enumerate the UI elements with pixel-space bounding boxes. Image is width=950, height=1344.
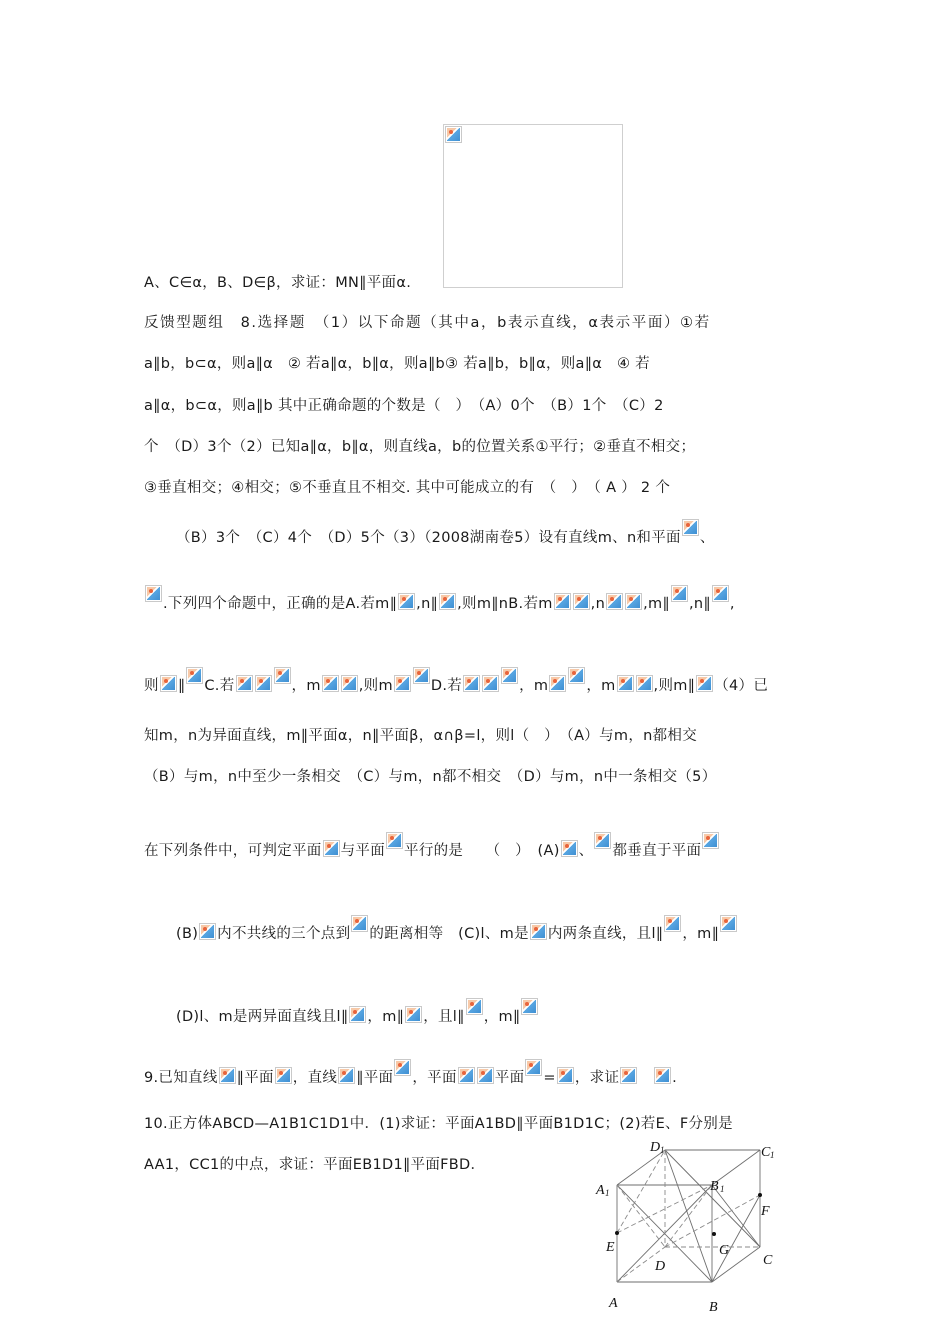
broken-image-icon	[394, 1059, 411, 1076]
broken-image-icon	[463, 675, 480, 692]
broken-image-icon	[620, 1067, 637, 1084]
svg-text:C: C	[761, 1145, 771, 1160]
broken-image-icon	[606, 593, 623, 610]
svg-text:1: 1	[605, 1188, 610, 1198]
broken-image-icon	[341, 675, 358, 692]
broken-image-icon	[549, 675, 566, 692]
svg-text:D: D	[650, 1140, 661, 1155]
broken-image-icon	[349, 1006, 366, 1023]
text-line: AA1，CC1的中点，求证：平面EB1D1∥平面FBD．	[144, 1157, 486, 1173]
broken-image-icon	[445, 126, 462, 143]
broken-image-icon	[594, 832, 611, 849]
broken-image-icon	[682, 519, 699, 536]
broken-image-icon	[398, 593, 415, 610]
cube-figure	[590, 1132, 790, 1324]
text-line: a∥b，b⊂α，则a∥α ② 若a∥α，b∥α，则a∥b③ 若a∥b，b∥α，则a∥α ④ 若	[144, 356, 650, 372]
text-line: （B）与m，n中至少一条相交 （C）与m，n都不相交 （D）与m，n中一条相交（5）	[144, 769, 717, 785]
broken-image-icon	[439, 593, 456, 610]
svg-text:1: 1	[660, 1145, 665, 1155]
text-line: (D)l、m是两异面直线且l∥ ，m∥ ，且l∥ ，m∥	[176, 998, 539, 1027]
broken-image-icon	[561, 840, 578, 857]
broken-image-icon	[501, 667, 518, 684]
svg-text:F: F	[761, 1204, 770, 1219]
text-line: ③垂直相交；④相交；⑤不垂直且不相交. 其中可能成立的有 （ ） （ A ） 2 个	[144, 480, 671, 496]
broken-image-icon	[274, 667, 291, 684]
broken-image-icon	[199, 923, 216, 940]
text-line: 反馈型题组 8.选择题 （1）以下命题（其中a，b表示直线，α表示平面）①若	[144, 315, 711, 331]
broken-image-icon	[482, 675, 499, 692]
broken-image-icon	[351, 915, 368, 932]
broken-image-icon	[712, 585, 729, 602]
broken-image-icon	[625, 593, 642, 610]
broken-image-icon	[219, 1067, 236, 1084]
broken-image-icon	[458, 1067, 475, 1084]
broken-image-icon	[554, 593, 571, 610]
svg-text:D: D	[655, 1259, 666, 1274]
svg-text:A: A	[609, 1296, 618, 1311]
broken-image-icon	[322, 675, 339, 692]
text-line: 在下列条件中，可判定平面 与平面 平行的是 （ ） (A) 、 都垂直于平面	[144, 832, 720, 861]
text-line: （B）3个 （C）4个 （D）5个（3）（2008湖南卷5）设有直线m、n和平面 、	[176, 519, 715, 548]
broken-image-icon	[323, 840, 340, 857]
broken-image-icon	[413, 667, 430, 684]
broken-image-icon	[664, 915, 681, 932]
svg-text:A: A	[596, 1183, 605, 1198]
broken-image-icon	[255, 675, 272, 692]
text-line: (B) 内不共线的三个点到 的距离相等 (C)l、m是 内两条直线，且l∥ ，m∥	[176, 915, 738, 944]
svg-text:B: B	[710, 1179, 719, 1194]
broken-image-icon	[636, 675, 653, 692]
broken-image-icon	[525, 1059, 542, 1076]
text-line: A、C∈α，B、D∈β，求证：MN∥平面α.	[144, 275, 412, 291]
broken-image-icon	[394, 675, 411, 692]
broken-image-icon	[386, 832, 403, 849]
broken-image-icon	[557, 1067, 574, 1084]
broken-image-icon	[186, 667, 203, 684]
svg-text:C: C	[763, 1253, 773, 1268]
broken-image-icon	[236, 675, 253, 692]
broken-image-icon	[275, 1067, 292, 1084]
text-line: 知m，n为异面直线，m∥平面α，n∥平面β，α∩β=l，则l（ ） （A）与m，n都相交	[144, 728, 698, 744]
broken-image-icon	[702, 832, 719, 849]
text-line: .下列四个命题中，正确的是A.若m∥ ,n∥ ,则m∥nB.若m ,n ,m∥ ,n∥ ,	[144, 585, 735, 614]
broken-image-icon	[521, 998, 538, 1015]
vertex-labels	[595, 1140, 775, 1315]
svg-text:B: B	[709, 1300, 718, 1315]
broken-image-icon	[338, 1067, 355, 1084]
broken-image-icon	[696, 675, 713, 692]
broken-image-icon	[573, 593, 590, 610]
missing-image-frame	[443, 124, 623, 288]
broken-image-icon	[477, 1067, 494, 1084]
broken-image-icon	[466, 998, 483, 1015]
broken-image-icon	[160, 675, 177, 692]
text-line: 10.正方体ABCD—A1B1C1D1中．(1)求证：平面A1BD∥平面B1D1C；(2)若E、F分别是	[144, 1116, 733, 1132]
broken-image-icon	[530, 923, 547, 940]
svg-text:G: G	[719, 1243, 730, 1258]
broken-image-icon	[145, 585, 162, 602]
broken-image-icon	[617, 675, 634, 692]
svg-text:1: 1	[770, 1150, 775, 1160]
broken-image-icon	[654, 1067, 671, 1084]
broken-image-icon	[720, 915, 737, 932]
broken-image-icon	[568, 667, 585, 684]
broken-image-icon	[405, 1006, 422, 1023]
svg-text:E: E	[606, 1240, 615, 1255]
text-line: 个 （D）3个（2）已知a∥α，b∥α，则直线a，b的位置关系①平行；②垂直不相交；	[144, 439, 696, 455]
broken-image-icon	[671, 585, 688, 602]
text-line: a∥α，b⊂α，则a∥b 其中正确命题的个数是（ ） （A）0个 （B）1个 （C）2	[144, 398, 664, 414]
text-line: 9.已知直线 ∥平面 ，直线 ∥平面 ，平面 平面 = ，求证 .	[144, 1059, 677, 1088]
text-line: 则 ∥ C.若 ，m ,则m D.若 ，m ，m ,则m∥ （4）已	[144, 667, 768, 696]
svg-text:1: 1	[720, 1184, 725, 1194]
